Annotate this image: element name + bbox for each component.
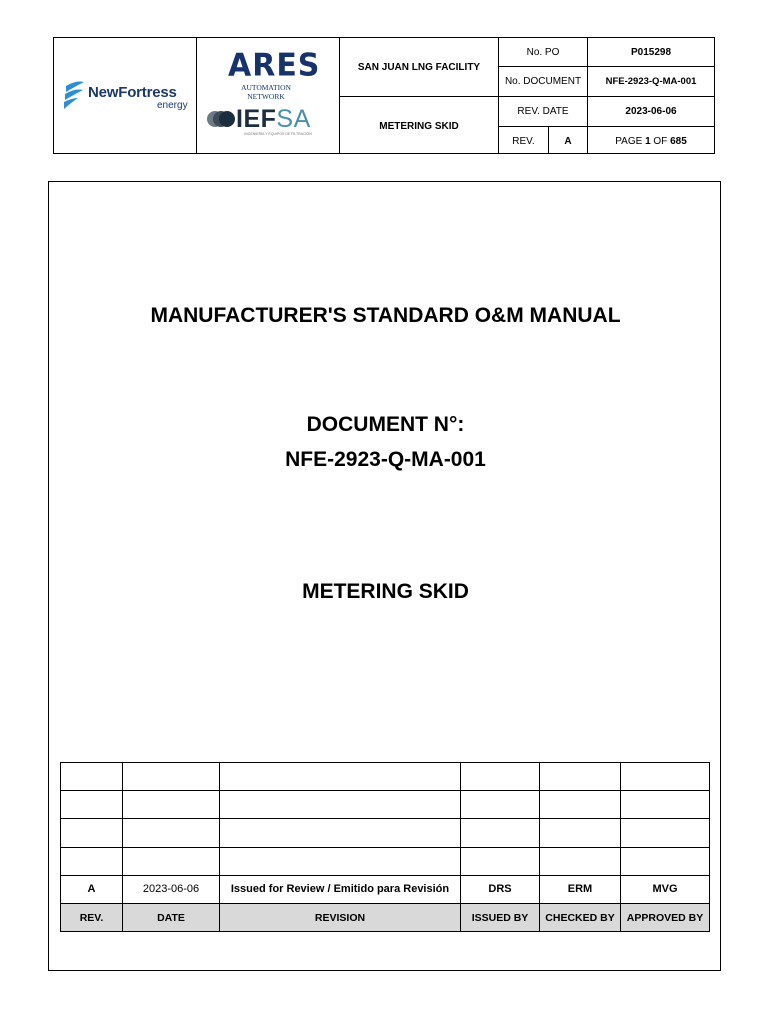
col-header-issued-by: ISSUED BY [461, 903, 540, 931]
rev-label: REV. [512, 135, 535, 147]
iefsa-logo-sub: INGENIERÍA Y EQUIPOS DE FILTRACIÓN [244, 132, 312, 136]
table-row [61, 819, 710, 847]
facility-name: SAN JUAN LNG FACILITY [357, 61, 481, 73]
page-counter: PAGE 1 OF 685 [615, 135, 687, 147]
table-row [61, 763, 710, 791]
table-header-row [61, 903, 710, 931]
iefsa-logo: IEFSA [236, 105, 311, 133]
row-rev: A [61, 875, 123, 903]
newfortress-logo-sub: energy [157, 100, 188, 111]
doc-label: No. DOCUMENT [504, 76, 582, 87]
document-header [53, 37, 715, 154]
row-issued-by: DRS [461, 875, 540, 903]
revision-table [60, 762, 710, 932]
rev-value: A [564, 135, 572, 147]
partner-logos [196, 38, 339, 155]
row-date: 2023-06-06 [123, 875, 220, 903]
row-revision: Issued for Review / Emitido para Revisión [220, 875, 461, 903]
manual-title: MANUFACTURER'S STANDARD O&M MANUAL [150, 304, 621, 327]
doc-number: NFE-2923-Q-MA-001 [285, 448, 486, 471]
cover-subject: METERING SKID [302, 580, 469, 603]
col-header-revision: REVISION [220, 903, 461, 931]
row-approved-by: MVG [621, 875, 710, 903]
row-checked-by: ERM [540, 875, 621, 903]
col-header-rev: REV. [61, 903, 123, 931]
po-value: P015298 [630, 46, 672, 58]
ares-logo-sub: AUTOMATION NETWORK [241, 83, 291, 101]
doc-value: NFE-2923-Q-MA-001 [605, 76, 697, 87]
table-row [61, 875, 710, 903]
po-label: No. PO [526, 46, 560, 58]
revdate-label: REV. DATE [517, 106, 569, 117]
newfortress-logo-name: NewFortress [88, 84, 177, 101]
doc-number-label: DOCUMENT N°: [306, 413, 465, 436]
col-header-approved-by: APPROVED BY [621, 903, 710, 931]
col-header-checked-by: CHECKED BY [540, 903, 621, 931]
table-row [61, 847, 710, 875]
revdate-value: 2023-06-06 [625, 106, 677, 117]
header-subject: METERING SKID [379, 120, 459, 132]
col-header-date: DATE [123, 903, 220, 931]
newfortress-flame-icon [62, 80, 86, 112]
newfortress-logo [62, 78, 192, 118]
ares-logo: ARES [228, 47, 321, 84]
table-row [61, 791, 710, 819]
iefsa-circles-icon [206, 109, 236, 129]
